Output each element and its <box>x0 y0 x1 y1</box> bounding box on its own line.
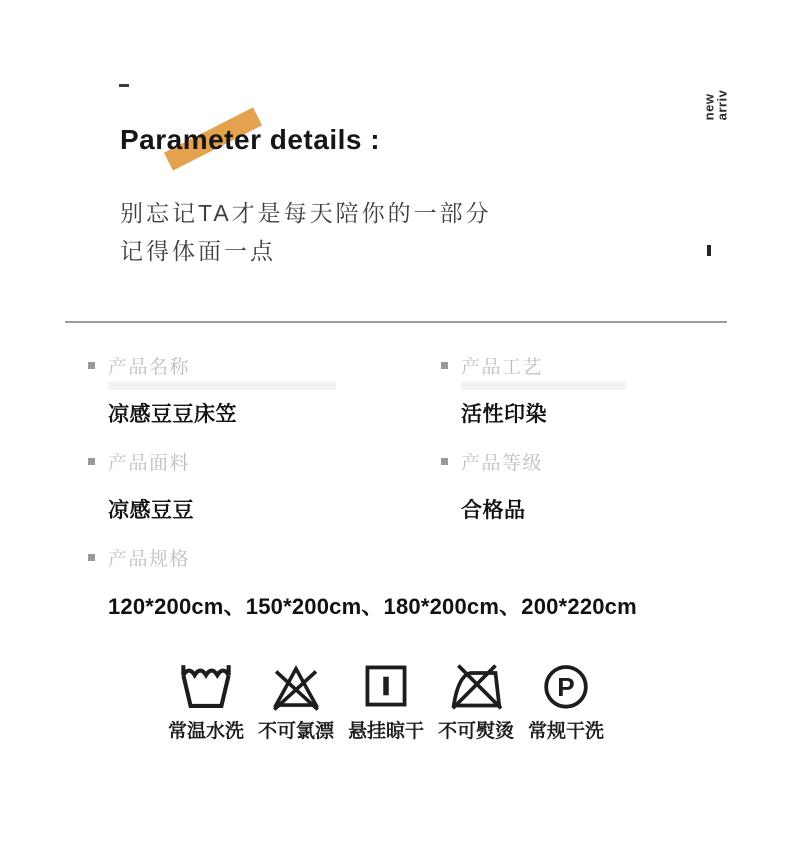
no-iron-icon <box>446 660 506 712</box>
care-symbols-row <box>166 660 606 743</box>
section-title <box>120 124 380 164</box>
param-label: 产品名称 <box>108 357 191 378</box>
svg-text:P: P <box>557 672 575 703</box>
param-product-fabric <box>88 448 194 524</box>
square-bullet-icon <box>441 362 448 369</box>
care-item-no-bleach <box>256 660 336 743</box>
dry-clean-icon <box>539 660 593 712</box>
label-highlight <box>461 381 626 390</box>
page-title: Parameter details : <box>120 124 381 155</box>
subtitle <box>120 194 492 270</box>
care-item-hang-dry <box>346 660 426 743</box>
param-label: 产品面料 <box>108 453 191 474</box>
param-label: 产品等级 <box>461 453 544 474</box>
param-product-specs <box>88 544 637 621</box>
param-label: 产品工艺 <box>461 357 544 378</box>
subtitle-line-2: 记得体面一点 <box>120 238 276 264</box>
param-value: 凉感豆豆 <box>108 499 194 522</box>
section-divider <box>65 321 727 323</box>
param-label: 产品规格 <box>108 549 191 570</box>
wash-normal-temp-icon <box>177 660 235 712</box>
care-label: 常温水洗 <box>167 721 244 742</box>
param-product-grade <box>441 448 543 524</box>
label-highlight <box>108 381 336 390</box>
square-bullet-icon <box>88 362 95 369</box>
decorative-dash <box>119 84 129 87</box>
care-item-no-iron <box>436 660 516 743</box>
no-bleach-icon <box>267 660 325 712</box>
param-product-name <box>88 352 237 428</box>
param-value: 120*200cm、150*200cm、180*200cm、200*220cm <box>108 594 637 619</box>
param-value: 凉感豆豆床笠 <box>108 403 237 426</box>
param-value: 活性印染 <box>461 403 547 426</box>
side-tick-mark <box>707 245 711 256</box>
param-value: 合格品 <box>461 499 526 522</box>
care-label: 不可熨烫 <box>437 721 514 742</box>
param-product-craft <box>441 352 547 428</box>
care-label: 不可氯漂 <box>257 721 334 742</box>
hang-dry-icon <box>359 660 413 712</box>
care-item-wash <box>166 660 246 743</box>
care-label: 常规干洗 <box>527 721 604 742</box>
square-bullet-icon <box>88 458 95 465</box>
square-bullet-icon <box>441 458 448 465</box>
square-bullet-icon <box>88 554 95 561</box>
subtitle-line-1: 别忘记TA才是每天陪你的一部分 <box>120 200 492 226</box>
new-arrival-text: new arriv <box>700 89 729 121</box>
new-arrival-tag <box>686 76 744 134</box>
care-label: 悬挂晾干 <box>347 721 424 742</box>
care-item-dry-clean <box>526 660 606 743</box>
